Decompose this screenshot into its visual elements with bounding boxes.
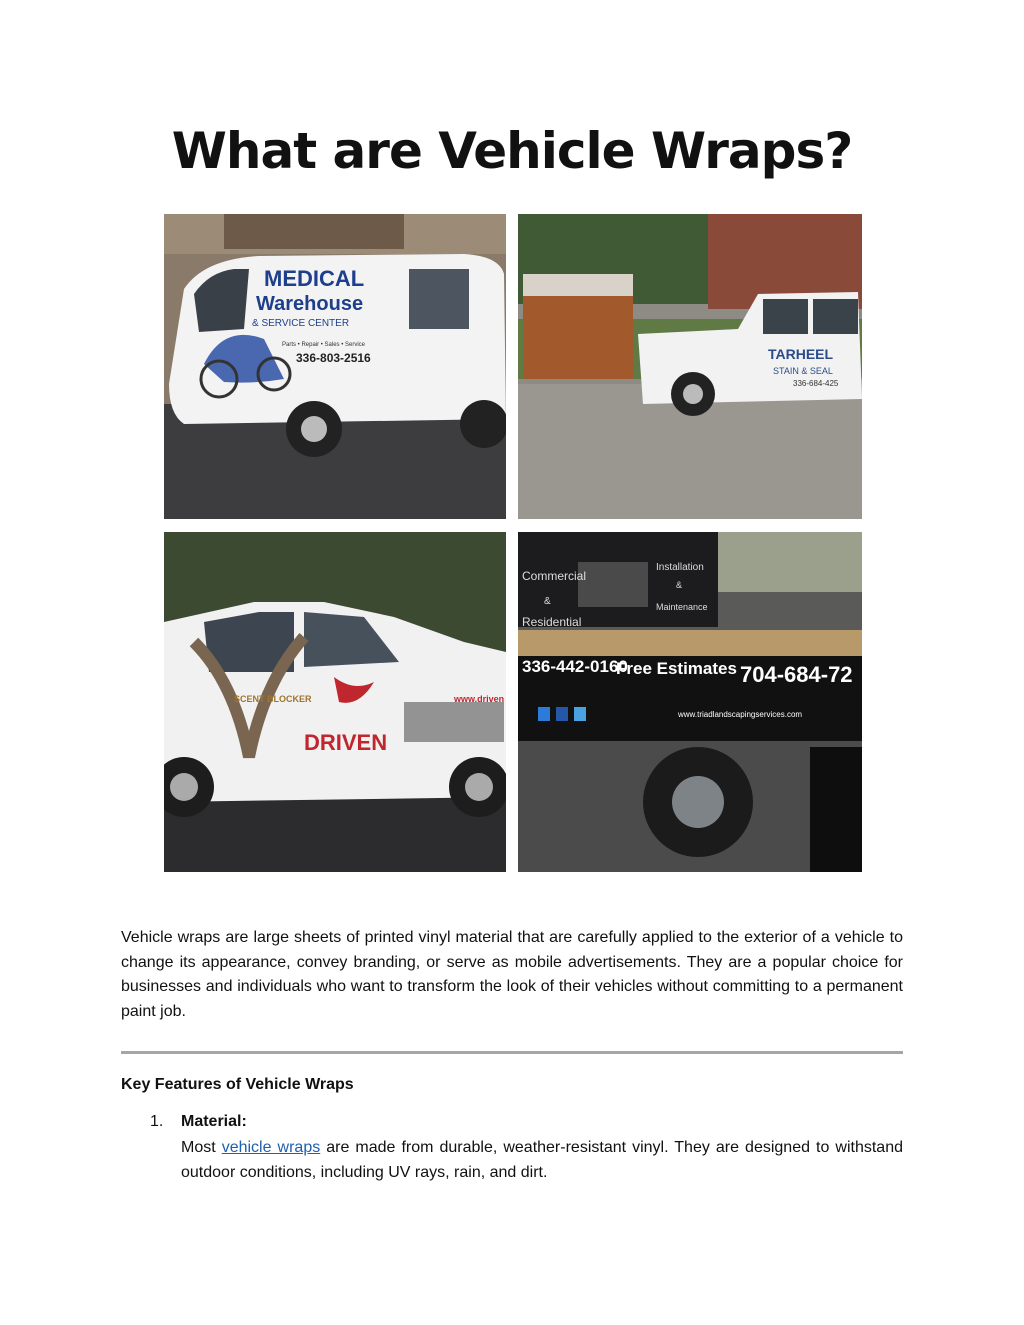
key-features-heading: Key Features of Vehicle Wraps [121, 1076, 354, 1093]
truck-text: Installation [656, 562, 704, 573]
truck-phone-text: 336-442-0160 [522, 657, 628, 676]
suv-url-text: www.driven [454, 694, 505, 704]
list-item-text: Most [181, 1139, 222, 1156]
suv-brand-text: SCENT BLOCKER [234, 694, 312, 704]
suv-wrap-photo [164, 532, 506, 872]
truck-text: Free Estimates [616, 659, 737, 678]
list-item-body [181, 1136, 903, 1185]
list-item-text: are made from durable, weather-resistant vinyl. They are designed to withstand outdoor conditions, including UV rays, rain, and dirt. [181, 1139, 903, 1181]
pickup-brand-text: TARHEEL [768, 346, 834, 362]
page-title: What are Vehicle Wraps? [171, 122, 853, 180]
suv-brand-text: DRIVEN [304, 730, 388, 755]
truck-text: Residential [522, 615, 582, 629]
intro-paragraph: Vehicle wraps are large sheets of printed vinyl material that are carefully applied to the exterior of a vehicle to change its appearance, convey branding, or serve as mobile advertisements. They are a popular choice for businesses and individuals who want to transform the look of their vehicles without committing to a permanent paint job. [121, 929, 903, 1020]
truck-url-text: www.triadlandscapingservices.com [678, 710, 803, 719]
list-item-number: 1. [150, 1113, 164, 1130]
horizontal-divider [121, 1051, 903, 1054]
truck-text: Commercial [522, 569, 587, 583]
van-brand-text: & SERVICE CENTER [252, 318, 350, 329]
list-item-title: Material: [181, 1113, 247, 1130]
pickup-brand-text: STAIN & SEAL [773, 366, 833, 376]
van-brand-text: Warehouse [256, 293, 364, 315]
van-brand-text: MEDICAL [264, 266, 365, 291]
pickup-wrap-photo [518, 214, 862, 519]
truck-phone-text: 704-684-72 [740, 662, 853, 687]
van-brand-text: Parts • Repair • Sales • Service [282, 342, 365, 348]
truck-text: & [544, 596, 551, 607]
pickup-phone-text: 336-684-425 [793, 379, 839, 388]
vehicle-wraps-link[interactable]: vehicle wraps [221, 1139, 321, 1156]
truck-wrap-photo [518, 532, 862, 872]
truck-text: & [676, 580, 683, 590]
van-wrap-photo [164, 214, 506, 519]
van-phone-text: 336-803-2516 [296, 351, 371, 365]
truck-text: Maintenance [656, 602, 708, 612]
